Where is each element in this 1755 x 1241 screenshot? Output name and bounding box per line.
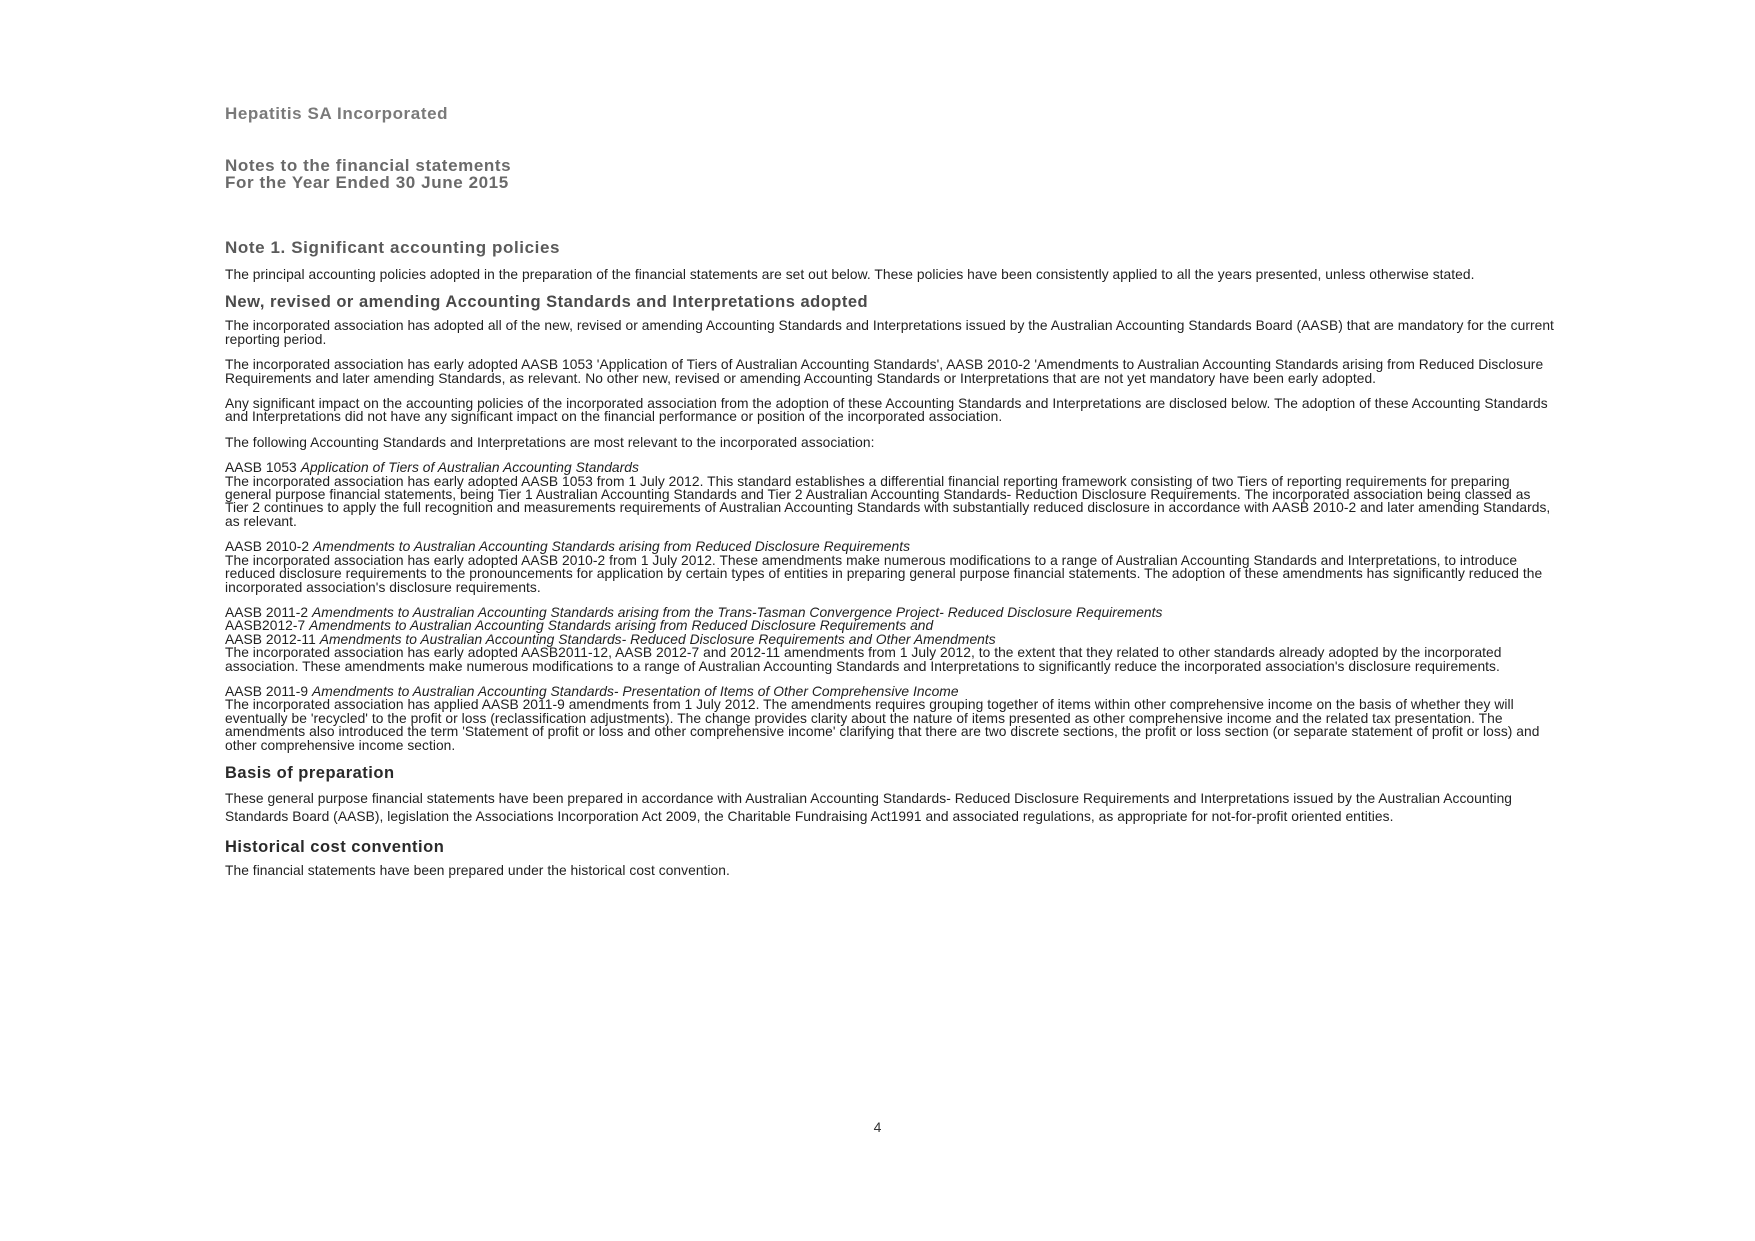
standard-code: AASB2012-7 xyxy=(225,618,306,634)
standard-item xyxy=(225,685,1555,752)
standard-title: Amendments to Australian Accounting Standards- Reduced Disclosure Requirements and Other Amendments xyxy=(319,631,996,647)
standards-paragraph-3: Any significant impact on the accounting policies of the incorporated association from the adoption of these Accounting Standards and Interpretations are disclosed below. The adoption of these Accounting Standards and Interpretations did not have any significant impact on the financial performance or position of the incorporated association. xyxy=(225,396,1548,425)
standards-paragraph-2: The incorporated association has early adopted AASB 1053 'Application of Tiers of Australian Accounting Standards', AASB 2010-2 'Amendments to Australian Accounting Standards arising from Reduced Disclosure Requirements and later amending Standards, as relevant. No other new, revised or amending Accounting Standards or Interpretations that are not yet mandatory have been early adopted. xyxy=(225,357,1544,386)
historical-body: The financial statements have been prepared under the historical cost convention. xyxy=(225,862,730,878)
page-number: 4 xyxy=(873,1119,882,1135)
standard-code: AASB 2012-11 xyxy=(225,631,316,647)
organisation-name: Hepatitis SA Incorporated xyxy=(225,104,449,123)
standard-body: The incorporated association has early adopted AASB 2010-2 from 1 July 2012. These amendments make numerous modifications to a range of Australian Accounting Standards and Interpretations, to introduce reduced disclosure requirements to the pronouncements for application by certain types of entities in preparing general purpose financial statements. The adoption of these amendments has significantly reduced the incorporated association's disclosure requirements. xyxy=(225,552,1543,595)
standard-item xyxy=(225,461,1555,528)
standard-title: Amendments to Australian Accounting Standards arising from Reduced Disclosure Requirements and xyxy=(309,618,934,634)
standard-title: Amendments to Australian Accounting Standards arising from the Trans-Tasman Convergence Project- Reduced Disclosure Requirements xyxy=(312,604,1163,620)
standard-body: The incorporated association has early adopted AASB 1053 from 1 July 2012. This standard establishes a differential financial reporting framework consisting of two Tiers of reporting requirements for preparing general purpose financial statements, being Tier 1 Australian Accounting Standards and Tier 2 Australian Accounting Standards- Reduction Disclosure Requirements. The incorporated association being classed as Tier 2 continues to apply the full recognition and measurements requirements of Australian Accounting Standards with substantially reduced disclosure in accordance with AASB 2010-2 and later amending Standards, as relevant. xyxy=(225,473,1551,529)
basis-body: These general purpose financial statements have been prepared in accordance with Australian Accounting Standards- Reduced Disclosure Requirements and Interpretations issued by the Australian Accounting Standards Board (AASB), legislation the Associations Incorporation Act 2009, the Charitable Fundraising Act1991 and associated regulations, as appropriate for not-for-profit oriented entities. xyxy=(225,790,1513,824)
notes-title: Notes to the financial statements xyxy=(225,156,512,175)
standard-body: The incorporated association has applied AASB 2011-9 amendments from 1 July 2012. The amendments requires grouping together of items within other comprehensive income on the basis of whether they will eventually be 'recycled' to the profit or loss (reclassification adjustments). The change provides clarity about the nature of items presented as other comprehensive income and the related tax presentation. The amendments also introduced the term 'Statement of profit or loss and other comprehensive income' clarifying that there are two discrete sections, the profit or loss section (or separate statement of profit or loss) and other comprehensive income section. xyxy=(225,697,1540,753)
standard-title: Amendments to Australian Accounting Standards arising from Reduced Disclosure Requirements xyxy=(313,539,911,555)
standard-code: AASB 1053 xyxy=(225,460,297,476)
standard-line-2 xyxy=(225,619,1555,632)
standards-paragraph-4: The following Accounting Standards and Interpretations are most relevant to the incorporated association: xyxy=(225,434,875,450)
note-1-intro: The principal accounting policies adopted in the preparation of the financial statements are set out below. These policies have been consistently applied to all the years presented, unless otherwise stated. xyxy=(225,267,1475,282)
standards-paragraph-1: The incorporated association has adopted all of the new, revised or amending Accounting Standards and Interpretations issued by the Australian Accounting Standards Board (AASB) that are mandatory for the current reporting period. xyxy=(225,318,1554,347)
note-1-title: Note 1. Significant accounting policies xyxy=(225,238,561,257)
standard-title: Application of Tiers of Australian Accounting Standards xyxy=(300,460,639,476)
standard-code: AASB 2011-9 xyxy=(225,683,309,699)
standard-title: Amendments to Australian Accounting Standards- Presentation of Items of Other Comprehensive Income xyxy=(312,683,959,699)
historical-heading: Historical cost convention xyxy=(225,837,445,856)
standard-item xyxy=(225,606,1555,673)
note-1-content xyxy=(225,238,1555,889)
standards-heading: New, revised or amending Accounting Standards and Interpretations adopted xyxy=(225,293,869,312)
standard-code: AASB 2010-2 xyxy=(225,539,310,555)
basis-heading: Basis of preparation xyxy=(225,763,395,782)
reporting-period: For the Year Ended 30 June 2015 xyxy=(225,173,509,192)
standard-item xyxy=(225,540,1555,594)
standard-code: AASB 2011-2 xyxy=(225,604,309,620)
standard-body: The incorporated association has early adopted AASB2011-12, AASB 2012-7 and 2012-11 amendments from 1 July 2012, to the extent that they related to other standards already adopted by the incorporated association. These amendments make numerous modifications to a range of Australian Accounting Standards and Interpretations to significantly reduce the incorporated association's disclosure requirements. xyxy=(225,645,1502,674)
standard-line-3 xyxy=(225,633,1555,646)
